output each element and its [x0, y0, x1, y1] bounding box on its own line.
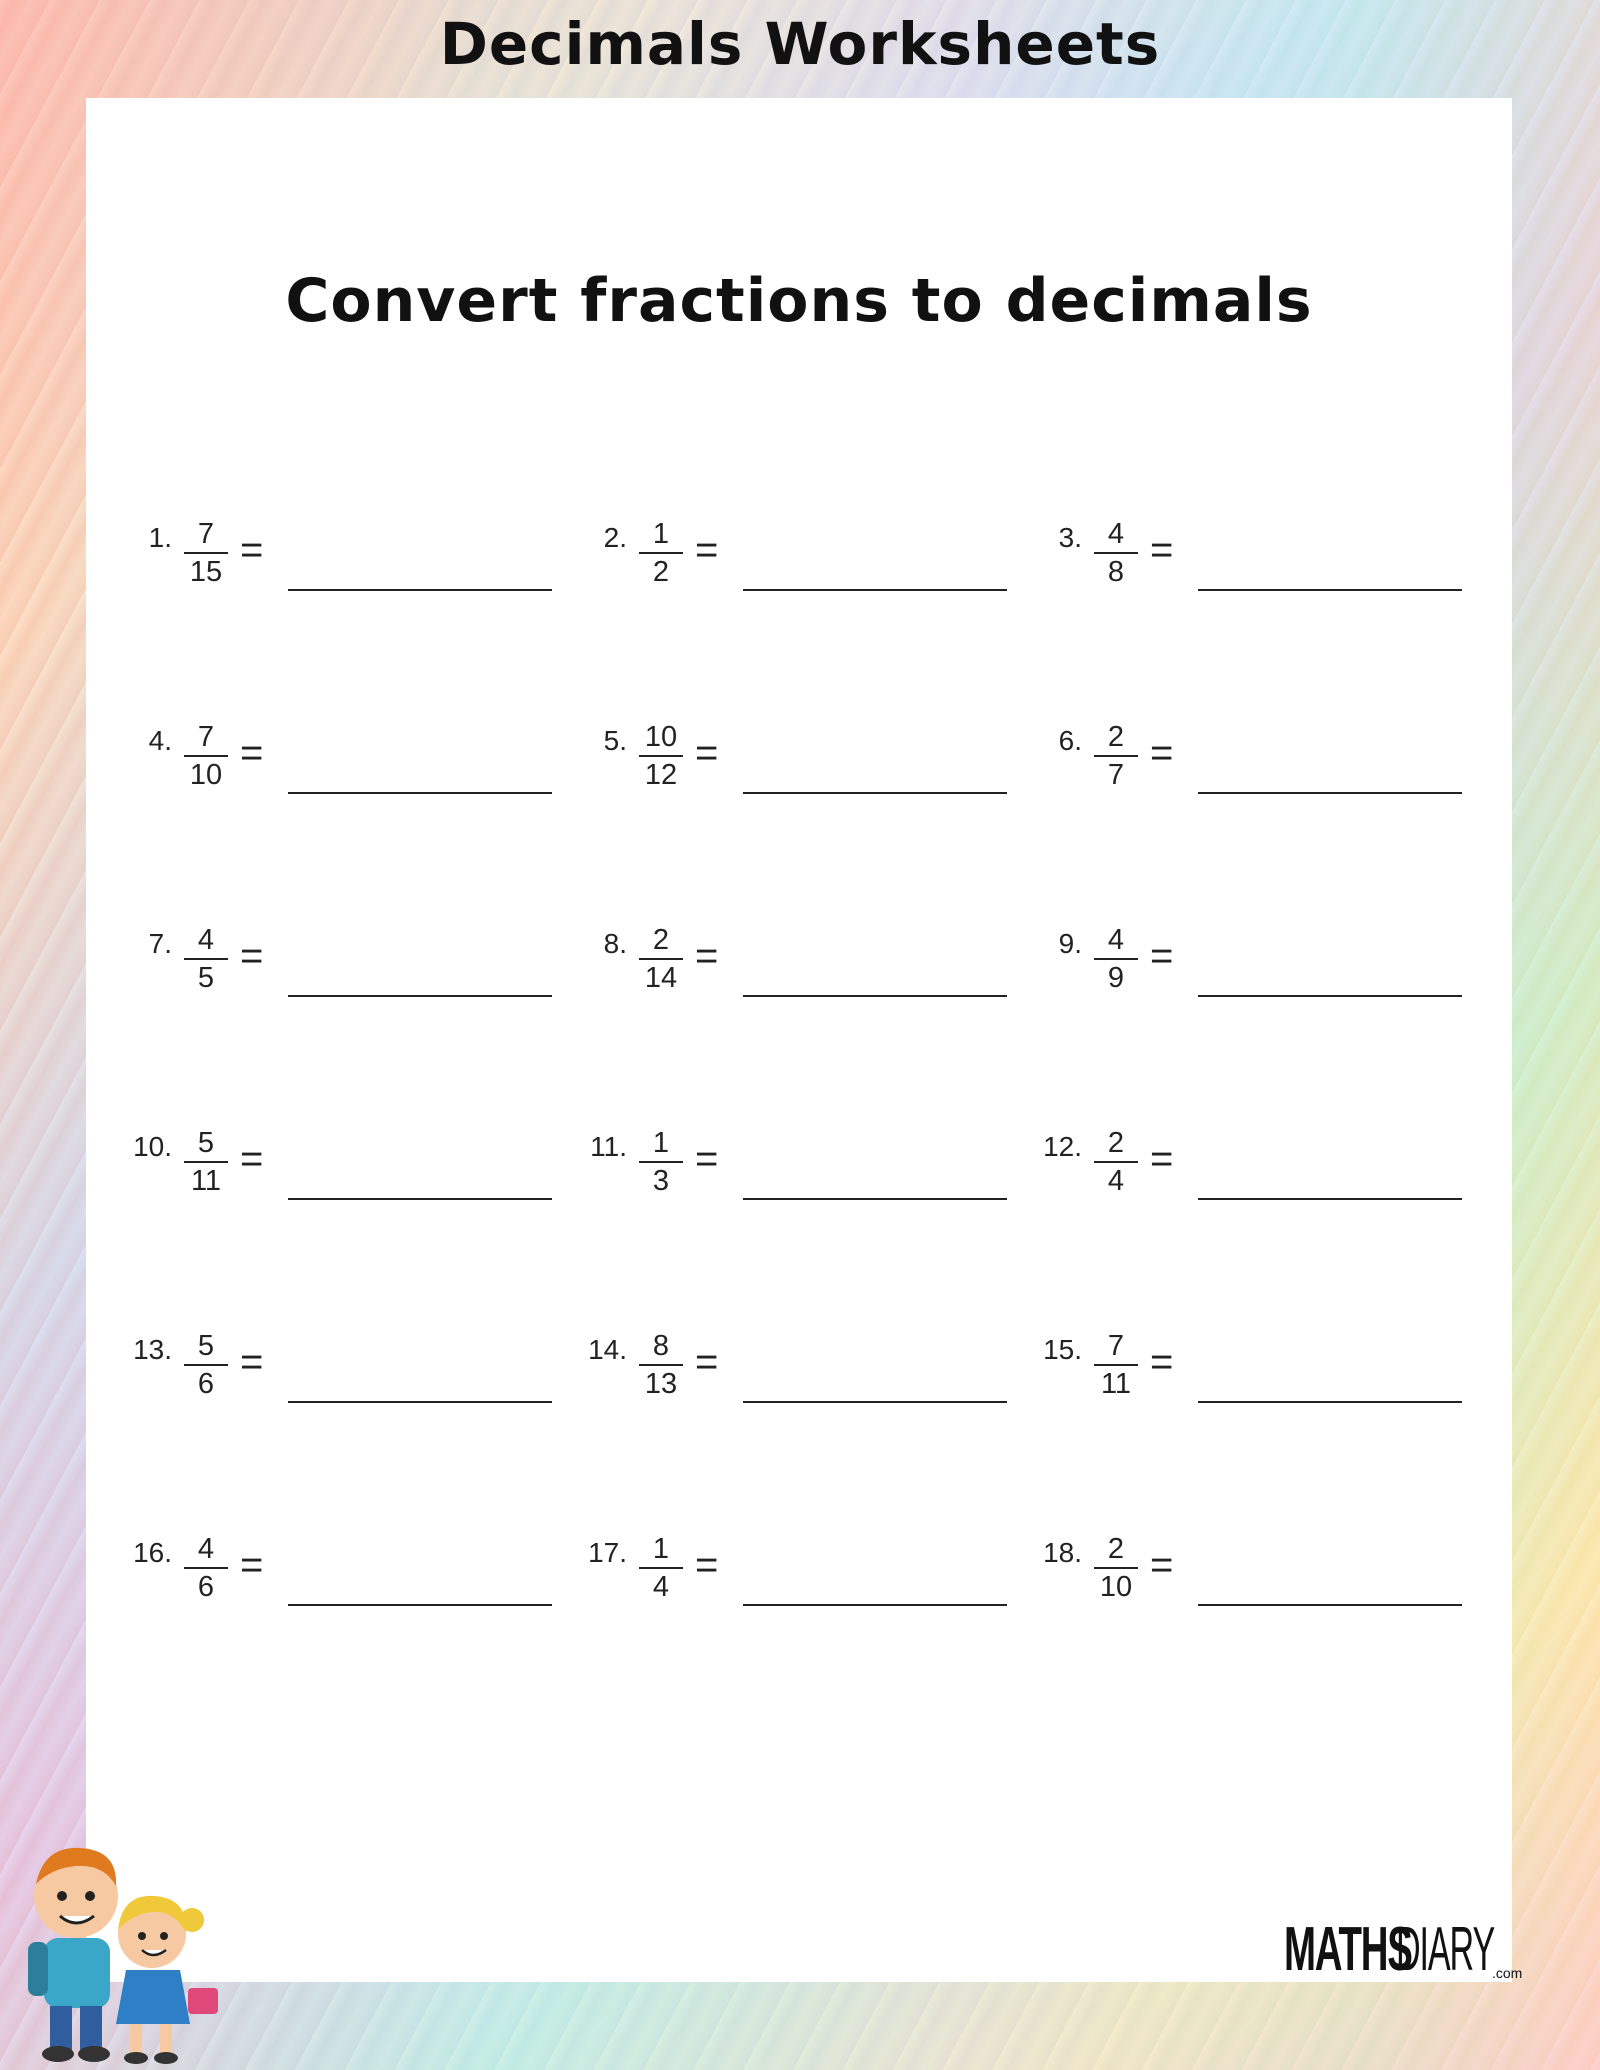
- fraction: [1088, 1127, 1144, 1197]
- problem-number: 11.: [590, 1131, 627, 1162]
- equals-sign: =: [1150, 528, 1174, 572]
- problem-item: [116, 508, 556, 618]
- fraction-denominator: 9: [1107, 962, 1125, 994]
- fraction-denominator: 6: [197, 1368, 215, 1400]
- answer-blank[interactable]: [743, 1604, 1007, 1606]
- problem-number: 16.: [133, 1537, 172, 1568]
- answer-blank[interactable]: [743, 589, 1007, 591]
- fraction-denominator: 10: [1099, 1571, 1133, 1603]
- fraction-denominator: 11: [1100, 1368, 1132, 1400]
- fraction-numerator: 4: [1107, 518, 1125, 550]
- equals-sign: =: [695, 1137, 719, 1181]
- problem-number: 1.: [148, 522, 172, 553]
- fraction-bar: [184, 552, 228, 554]
- fraction: [633, 924, 689, 994]
- logo-suffix: .com: [1492, 1965, 1523, 1981]
- answer-blank[interactable]: [288, 792, 552, 794]
- logo-bold-text: MATHS: [1284, 1915, 1412, 1984]
- fraction-numerator: 2: [1107, 1533, 1125, 1565]
- fraction-denominator: 12: [644, 759, 678, 791]
- fraction-bar: [184, 1364, 228, 1366]
- answer-blank[interactable]: [1198, 1401, 1462, 1403]
- equals-sign: =: [240, 528, 264, 572]
- equals-sign: =: [1150, 1543, 1174, 1587]
- fraction-numerator: 2: [1107, 721, 1125, 753]
- fraction-numerator: 2: [1107, 1127, 1125, 1159]
- answer-blank[interactable]: [1198, 995, 1462, 997]
- fraction: [178, 924, 234, 994]
- equals-sign: =: [240, 1543, 264, 1587]
- fraction-bar: [639, 552, 683, 554]
- equals-sign: =: [695, 934, 719, 978]
- fraction-bar: [639, 1567, 683, 1569]
- fraction: [1088, 924, 1144, 994]
- fraction-numerator: 1: [652, 518, 670, 550]
- fraction: [1088, 518, 1144, 588]
- fraction-denominator: 4: [1107, 1165, 1125, 1197]
- fraction: [633, 1330, 689, 1400]
- problem-number: 10.: [133, 1131, 172, 1162]
- fraction-bar: [184, 958, 228, 960]
- fraction: [178, 1533, 234, 1603]
- fraction-denominator: 13: [644, 1368, 678, 1400]
- answer-blank[interactable]: [288, 1604, 552, 1606]
- problem-item: [571, 1117, 1011, 1227]
- problem-item: [116, 1117, 556, 1227]
- fraction-bar: [1094, 1567, 1138, 1569]
- equals-sign: =: [240, 1137, 264, 1181]
- problem-item: [571, 1523, 1011, 1633]
- problem-number: 17.: [588, 1537, 627, 1568]
- fraction: [178, 1127, 234, 1197]
- equals-sign: =: [1150, 1340, 1174, 1384]
- equals-sign: =: [1150, 731, 1174, 775]
- fraction: [1088, 1533, 1144, 1603]
- problem-item: [1026, 1117, 1466, 1227]
- fraction-denominator: 8: [1107, 556, 1125, 588]
- fraction-numerator: 8: [652, 1330, 670, 1362]
- fraction-numerator: 7: [1107, 1330, 1125, 1362]
- fraction-numerator: 2: [652, 924, 670, 956]
- fraction-numerator: 4: [197, 1533, 215, 1565]
- fraction-bar: [1094, 755, 1138, 757]
- fraction-bar: [639, 1161, 683, 1163]
- fraction-denominator: 10: [189, 759, 223, 791]
- problem-number: 4.: [148, 725, 172, 756]
- answer-blank[interactable]: [743, 792, 1007, 794]
- fraction-numerator: 1: [652, 1533, 670, 1565]
- fraction-denominator: 6: [197, 1571, 215, 1603]
- fraction: [1088, 1330, 1144, 1400]
- fraction-numerator: 10: [644, 721, 678, 753]
- fraction-bar: [184, 1161, 228, 1163]
- page-title: Decimals Worksheets: [439, 10, 1161, 78]
- problem-number: 2.: [603, 522, 627, 553]
- fraction-denominator: 3: [652, 1165, 670, 1197]
- fraction-bar: [184, 755, 228, 757]
- problem-item: [116, 1320, 556, 1430]
- fraction-denominator: 7: [1107, 759, 1125, 791]
- problem-number: 7.: [148, 928, 172, 959]
- equals-sign: =: [240, 1340, 264, 1384]
- problem-item: [1026, 1523, 1466, 1633]
- equals-sign: =: [695, 1543, 719, 1587]
- fraction-bar: [639, 755, 683, 757]
- worksheet-sheet: [86, 98, 1512, 1982]
- fraction-denominator: 14: [644, 962, 678, 994]
- fraction: [178, 518, 234, 588]
- problem-item: [571, 914, 1011, 1024]
- problem-number: 12.: [1043, 1131, 1082, 1162]
- fraction: [633, 518, 689, 588]
- equals-sign: =: [695, 1340, 719, 1384]
- fraction-numerator: 4: [1107, 924, 1125, 956]
- fraction: [633, 1533, 689, 1603]
- problem-item: [116, 914, 556, 1024]
- answer-blank[interactable]: [743, 995, 1007, 997]
- answer-blank[interactable]: [288, 995, 552, 997]
- fraction-numerator: 7: [197, 518, 215, 550]
- problem-number: 9.: [1058, 928, 1082, 959]
- fraction-bar: [639, 958, 683, 960]
- worksheet-subtitle: Convert fractions to decimals: [285, 266, 1313, 336]
- problem-item: [571, 1320, 1011, 1430]
- answer-blank[interactable]: [1198, 1604, 1462, 1606]
- problem-number: 5.: [603, 725, 627, 756]
- problem-number: 13.: [133, 1334, 172, 1365]
- fraction-bar: [1094, 552, 1138, 554]
- problem-number: 3.: [1058, 522, 1082, 553]
- answer-blank[interactable]: [288, 1401, 552, 1403]
- problem-item: [571, 711, 1011, 821]
- problem-item: [571, 508, 1011, 618]
- problem-number: 6.: [1058, 725, 1082, 756]
- fraction: [633, 1127, 689, 1197]
- answer-blank[interactable]: [743, 1198, 1007, 1200]
- fraction-denominator: 4: [652, 1571, 670, 1603]
- fraction: [633, 721, 689, 791]
- fraction: [1088, 721, 1144, 791]
- fraction-denominator: 2: [652, 556, 670, 588]
- answer-blank[interactable]: [288, 589, 552, 591]
- answer-blank[interactable]: [1198, 589, 1462, 591]
- fraction-denominator: 5: [197, 962, 215, 994]
- equals-sign: =: [695, 528, 719, 572]
- fraction-numerator: 4: [197, 924, 215, 956]
- fraction-numerator: 1: [652, 1127, 670, 1159]
- problem-item: [1026, 508, 1466, 618]
- answer-blank[interactable]: [1198, 792, 1462, 794]
- equals-sign: =: [695, 731, 719, 775]
- equals-sign: =: [1150, 934, 1174, 978]
- equals-sign: =: [240, 934, 264, 978]
- fraction-denominator: 15: [189, 556, 223, 588]
- answer-blank[interactable]: [288, 1198, 552, 1200]
- problem-item: [1026, 914, 1466, 1024]
- mathsdiary-logo: [1284, 1915, 1523, 1985]
- problem-item: [116, 1523, 556, 1633]
- kids-illustration: [14, 1838, 224, 2070]
- fraction-numerator: 5: [197, 1330, 215, 1362]
- problem-item: [116, 711, 556, 821]
- fraction-denominator: 11: [190, 1165, 222, 1197]
- problem-number: 8.: [603, 928, 627, 959]
- fraction-numerator: 7: [197, 721, 215, 753]
- fraction-bar: [639, 1364, 683, 1366]
- answer-blank[interactable]: [743, 1401, 1007, 1403]
- fraction-bar: [184, 1567, 228, 1569]
- answer-blank[interactable]: [1198, 1198, 1462, 1200]
- problem-number: 14.: [588, 1334, 627, 1365]
- problem-item: [1026, 1320, 1466, 1430]
- fraction-bar: [1094, 958, 1138, 960]
- fraction-bar: [1094, 1364, 1138, 1366]
- equals-sign: =: [240, 731, 264, 775]
- problem-item: [1026, 711, 1466, 821]
- fraction: [178, 1330, 234, 1400]
- problem-number: 18.: [1043, 1537, 1082, 1568]
- equals-sign: =: [1150, 1137, 1174, 1181]
- logo-light-text: DIARY: [1396, 1915, 1495, 1984]
- problem-number: 15.: [1043, 1334, 1082, 1365]
- fraction: [178, 721, 234, 791]
- fraction-numerator: 5: [197, 1127, 215, 1159]
- fraction-bar: [1094, 1161, 1138, 1163]
